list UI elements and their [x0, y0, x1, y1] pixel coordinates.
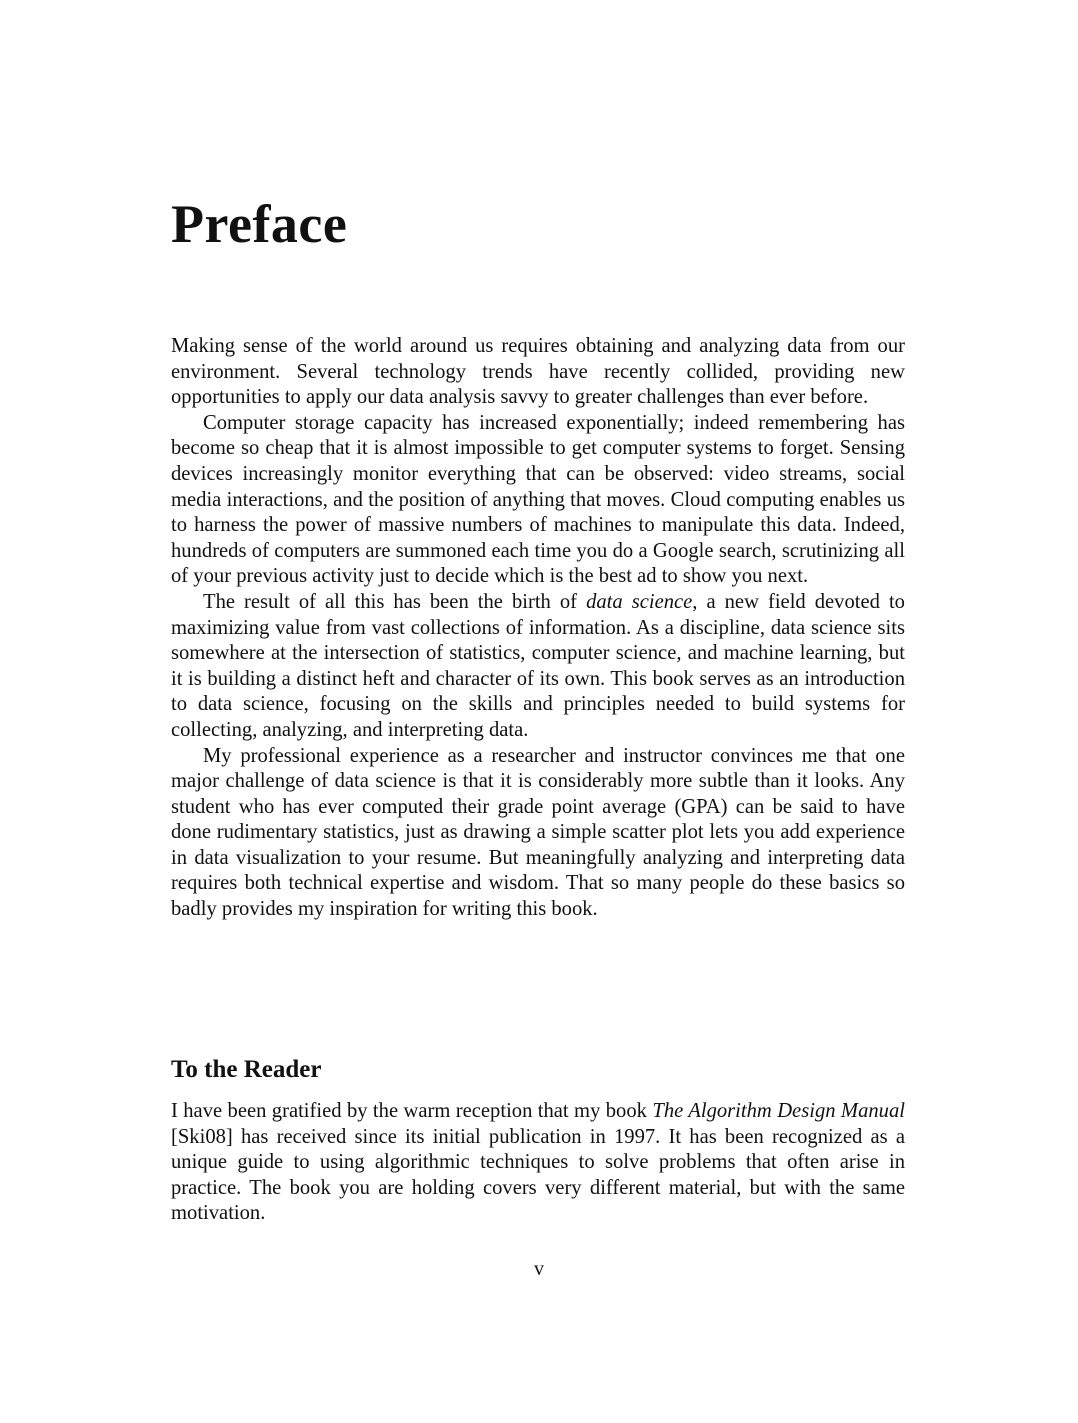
emphasis-term: data science — [586, 590, 693, 613]
paragraph — [171, 590, 905, 744]
paragraph: My professional experience as a researcher and instructor convinces me that one major challenge of data science is that it is considerably more subtle than it looks. Any student who has ever computed their grade point average (GPA) can be said to have done rudimentary statistics, just as drawing a simple scatter plot lets you add experience in data visualization to your resume. But meaningfully analyzing and interpreting data requires both technical expertise and wisdom. That so many people do these basics so badly provides my inspiration for writing this book. — [171, 744, 905, 921]
paragraph: Making sense of the world around us requires obtaining and analyzing data from our environment. Several technology trends have recently collided, providing new opportunities to apply our data analysis savvy to greater challenges than ever before. — [171, 335, 905, 409]
book-title: The Algorithm Design Manual — [652, 1100, 905, 1122]
chapter-title: Preface — [171, 194, 348, 254]
paragraph-text: [Ski08] has received since its initial publication in 1997. It has been recognized as a unique guide to using algorithmic techniques to solve problems that often arise in practice. The book you are holding covers very different material, but with the same motivation. — [171, 1125, 905, 1225]
to-the-reader-body — [171, 1099, 905, 1227]
paragraph: Computer storage capacity has increased exponentially; indeed remembering has become so cheap that it is almost impossible to get computer systems to forget. Sensing devices increasingly monitor everything that can be observed: video streams, social media interactions, and the position of anything that moves. Cloud computing enables us to harness the power of massive numbers of machines to manipulate this data. Indeed, hundreds of computers are summoned each time you do a Google search, scrutinizing all of your previous activity just to decide which is the best ad to show you next. — [171, 411, 905, 588]
paragraph-text: , a new field devoted to maximizing value from vast collections of information. As a discipline, data science sits somewhere at the intersection of statistics, computer science, and machine learning, but it is building a distinct heft and character of its own. This book serves as an introduction to data science, focusing on the skills and principles needed to build systems for collecting, analyzing, and interpreting data. — [171, 590, 905, 741]
paragraph — [171, 1099, 905, 1227]
paragraph-text: The result of all this has been the birth of — [203, 590, 587, 613]
paragraph-text: I have been gratified by the warm reception that my book — [171, 1100, 653, 1122]
section-heading: To the Reader — [171, 1056, 322, 1083]
preface-intro-body — [171, 334, 905, 923]
page-number: v — [534, 1258, 544, 1280]
